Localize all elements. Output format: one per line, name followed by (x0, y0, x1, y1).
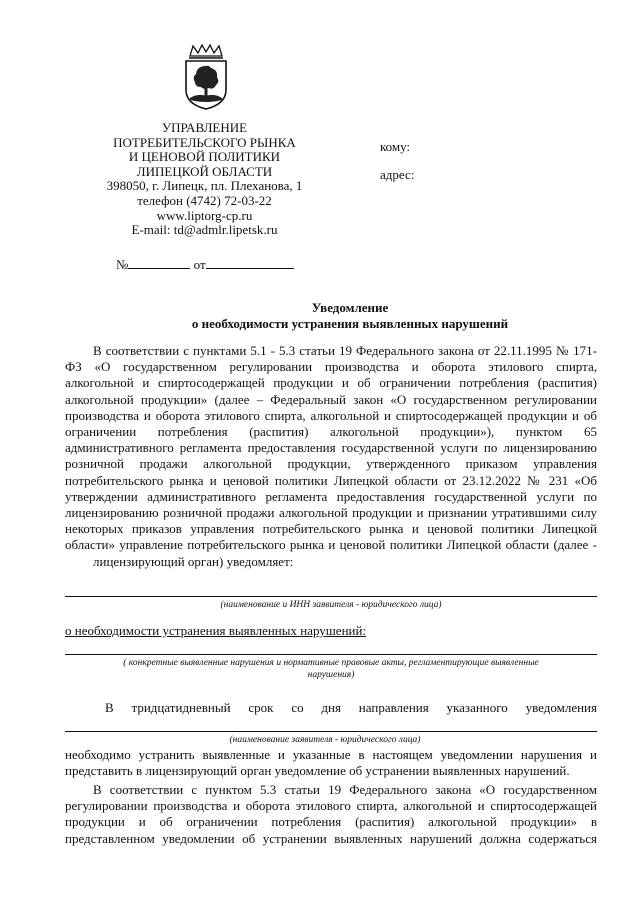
text-line: лицензированию розничной продажи алкогольной продукции и признании утратившими силу (65, 505, 597, 521)
text-line: лицензирующий орган) уведомляет: (93, 553, 294, 569)
org-email: E-mail: td@admlr.lipetsk.ru (131, 222, 278, 238)
date-label: от (193, 257, 206, 272)
text-line: В соответствии с пунктами 5.1 - 5.3 статьи 19 Федерального закона от 22.11.1995 № 171- (93, 343, 597, 358)
address-label: адрес: (380, 167, 415, 182)
organization-header (92, 121, 317, 238)
text-line: административного регламента предоставления государственной услуги по лицензированию (65, 440, 597, 456)
org-phone: телефон (4742) 72-03-22 (137, 192, 272, 208)
text-line: алкогольной и спиртосодержащей продукции и об ограничении потребления (распития) (65, 375, 597, 391)
document-number-line (116, 257, 294, 273)
text-line: утверждении административного регламента предоставления государственной услуги по (65, 488, 597, 504)
number-blank (128, 257, 190, 269)
violations-heading: о необходимости устранения выявленных нарушений: (65, 623, 367, 638)
org-line: УПРАВЛЕНИЕ (161, 120, 248, 135)
text-line: представленном уведомлении об устранении выявленных нарушений должна содержаться (65, 830, 597, 846)
text-line: необходимо устранить выявленные и указанные в настоящем уведомлении нарушения и (65, 747, 597, 762)
applicant-name-field (65, 596, 597, 597)
date-blank (206, 257, 294, 269)
org-line: И ЦЕНОВОЙ ПОЛИТИКИ (128, 149, 281, 165)
deadline-paragraph (65, 700, 597, 716)
org-line: ЛИПЕЦКОЙ ОБЛАСТИ (136, 163, 273, 179)
text-line: продукции и об ограничении потребления (распития) алкогольной продукции» в (65, 814, 597, 830)
lipetsk-coat-of-arms-icon (182, 44, 230, 110)
violations-caption-line: ( конкретные выявленные нарушения и нормативные правовые акты, регламентирующие выявленные (123, 658, 539, 668)
org-line: ПОТРЕБИТЕЛЬСКОГО РЫНКА (113, 134, 296, 150)
obligation-paragraph (65, 747, 597, 779)
text-line: розничной продажи алкогольной продукции, утвержденного приказом управления (65, 456, 597, 472)
applicant-field (65, 731, 597, 732)
recipient-label: кому: (380, 139, 411, 154)
text-line: В соответствии с пунктом 5.3 статьи 19 Федерального закона «О государственном (93, 782, 597, 797)
violations-caption-line: нарушения) (307, 670, 355, 680)
content-requirements-paragraph (65, 782, 597, 847)
text-line: потребительского рынка и ценовой политики Липецкой области от 23.12.2022 № 231 «Об (65, 472, 597, 488)
text-line: алкогольной продукции» (далее – Федеральный закон «О государственном регулировании (65, 391, 597, 407)
text-line: ограничении потребления (распития) алкогольной продукции»), пунктом 65 (65, 424, 597, 440)
applicant-name-caption: (наименование и ИНН заявителя - юридического лица) (220, 600, 442, 610)
text-line: области» управление потребительского рынка и ценовой политики Липецкой области (далее - (65, 537, 597, 553)
number-label: № (116, 257, 129, 272)
notice-subtitle: о необходимости устранения выявленных нарушений (191, 316, 509, 331)
applicant-caption: (наименование заявителя - юридического лица) (229, 735, 421, 745)
org-website: www.liptorg-cp.ru (156, 207, 253, 223)
text-line: представить в лицензирующий орган уведомление об устранении выявленных нарушений. (65, 763, 570, 779)
intro-paragraph (65, 343, 597, 570)
notice-title: Уведомление (311, 300, 389, 315)
text-line: регулировании производства и оборота этилового спирта, алкогольной и спиртосодержащей (65, 798, 597, 814)
text-line: В тридцатидневный срок со дня направления указанного уведомления (105, 700, 597, 715)
text-line: ФЗ «О государственном регулировании производства и оборота этилового спирта, (65, 359, 597, 375)
text-line: некоторых приказов управления потребительского рынка и ценовой политики Липецкой (65, 521, 597, 537)
violations-field (65, 654, 597, 655)
text-line: производства и оборота этилового спирта, алкогольной и спиртосодержащей продукции и об (65, 407, 597, 423)
org-address: 398050, г. Липецк, пл. Плеханова, 1 (106, 178, 303, 194)
